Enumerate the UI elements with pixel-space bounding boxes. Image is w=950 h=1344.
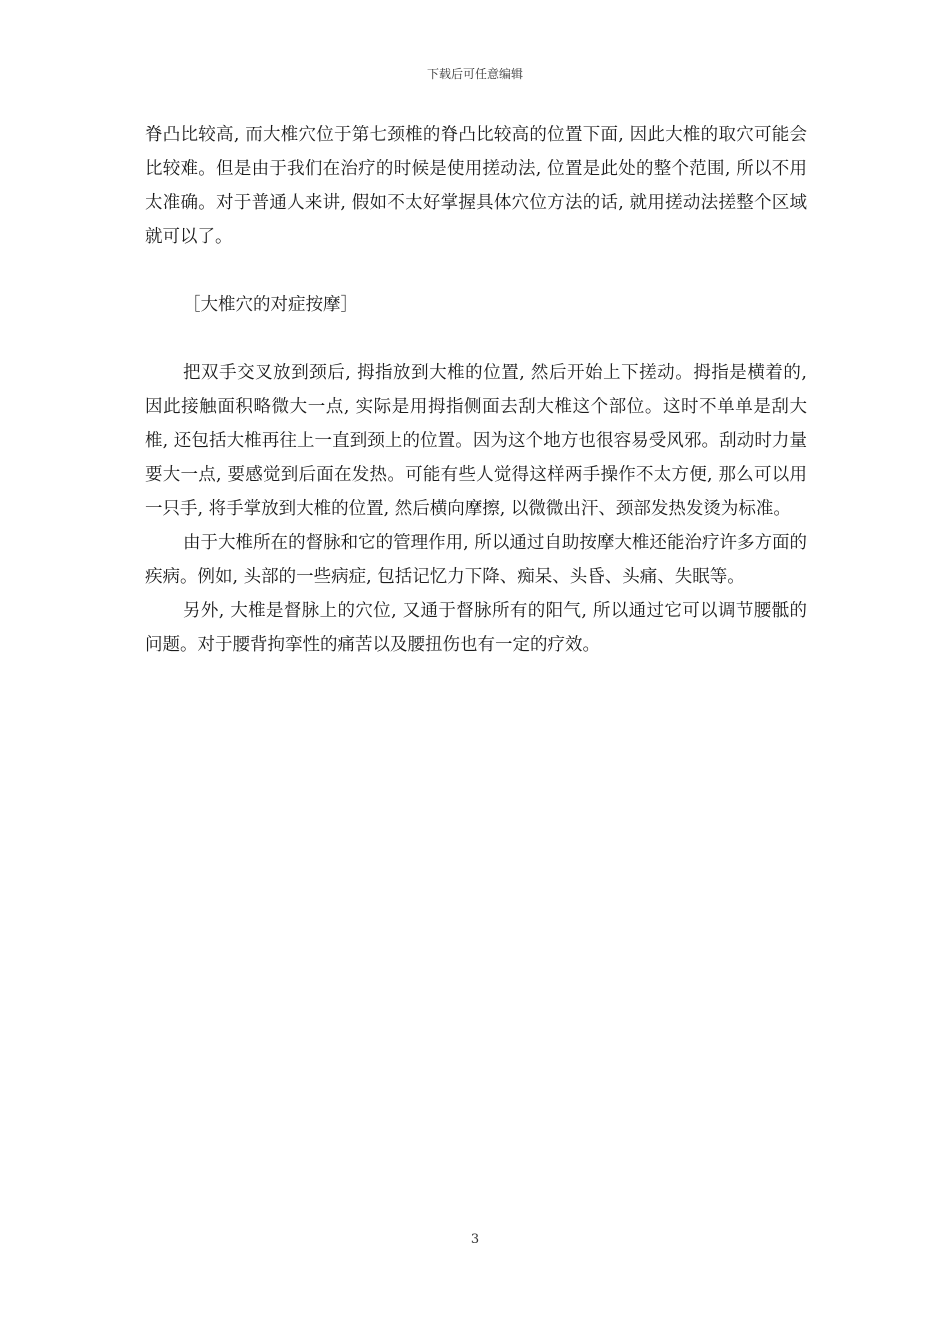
- document-body: [145, 118, 807, 662]
- page-header: 下载后可任意编辑: [426, 67, 523, 81]
- paragraph-treatment-scope: 由于大椎所在的督脉和它的管理作用, 所以通过自助按摩大椎还能治疗许多方面的疾病。例如, 头部的一些病症, 包括记忆力下降、痴呆、头昏、头痛、失眠等。: [145, 533, 807, 587]
- paragraph-massage-method: 把双手交叉放到颈后, 拇指放到大椎的位置, 然后开始上下搓动。拇指是横着的, 因此接触面积略微大一点, 实际是用拇指侧面去刮大椎这个部位。这时不单单是刮大椎, 还包括大椎再往上一直到颈上的位置。因为这个地方也很容易受风邪。刮动时力量要大一点, 要感觉到后面在发热。可能有些人觉得这样两手操作不太方便, 那么可以用一只手, 将手掌放到大椎的位置, 然后横向摩擦, 以微微出汗、颈部发热发烫为标准。: [145, 363, 807, 519]
- paragraph-continuation: 脊凸比较高, 而大椎穴位于第七颈椎的脊凸比较高的位置下面, 因此大椎的取穴可能会比较难。但是由于我们在治疗的时候是使用搓动法, 位置是此处的整个范围, 所以不用太准确。对于普通人来讲, 假如不太好掌握具体穴位方法的话, 就用搓动法搓整个区域就可以了。: [145, 125, 807, 247]
- section-heading: ［大椎穴的对症按摩］: [183, 295, 358, 315]
- paragraph-lumbar-effect: 另外, 大椎是督脉上的穴位, 又通于督脉所有的阳气, 所以通过它可以调节腰骶的问题。对于腰背拘挛性的痛苦以及腰扭伤也有一定的疗效。: [145, 601, 807, 655]
- page-number: 3: [470, 1232, 480, 1247]
